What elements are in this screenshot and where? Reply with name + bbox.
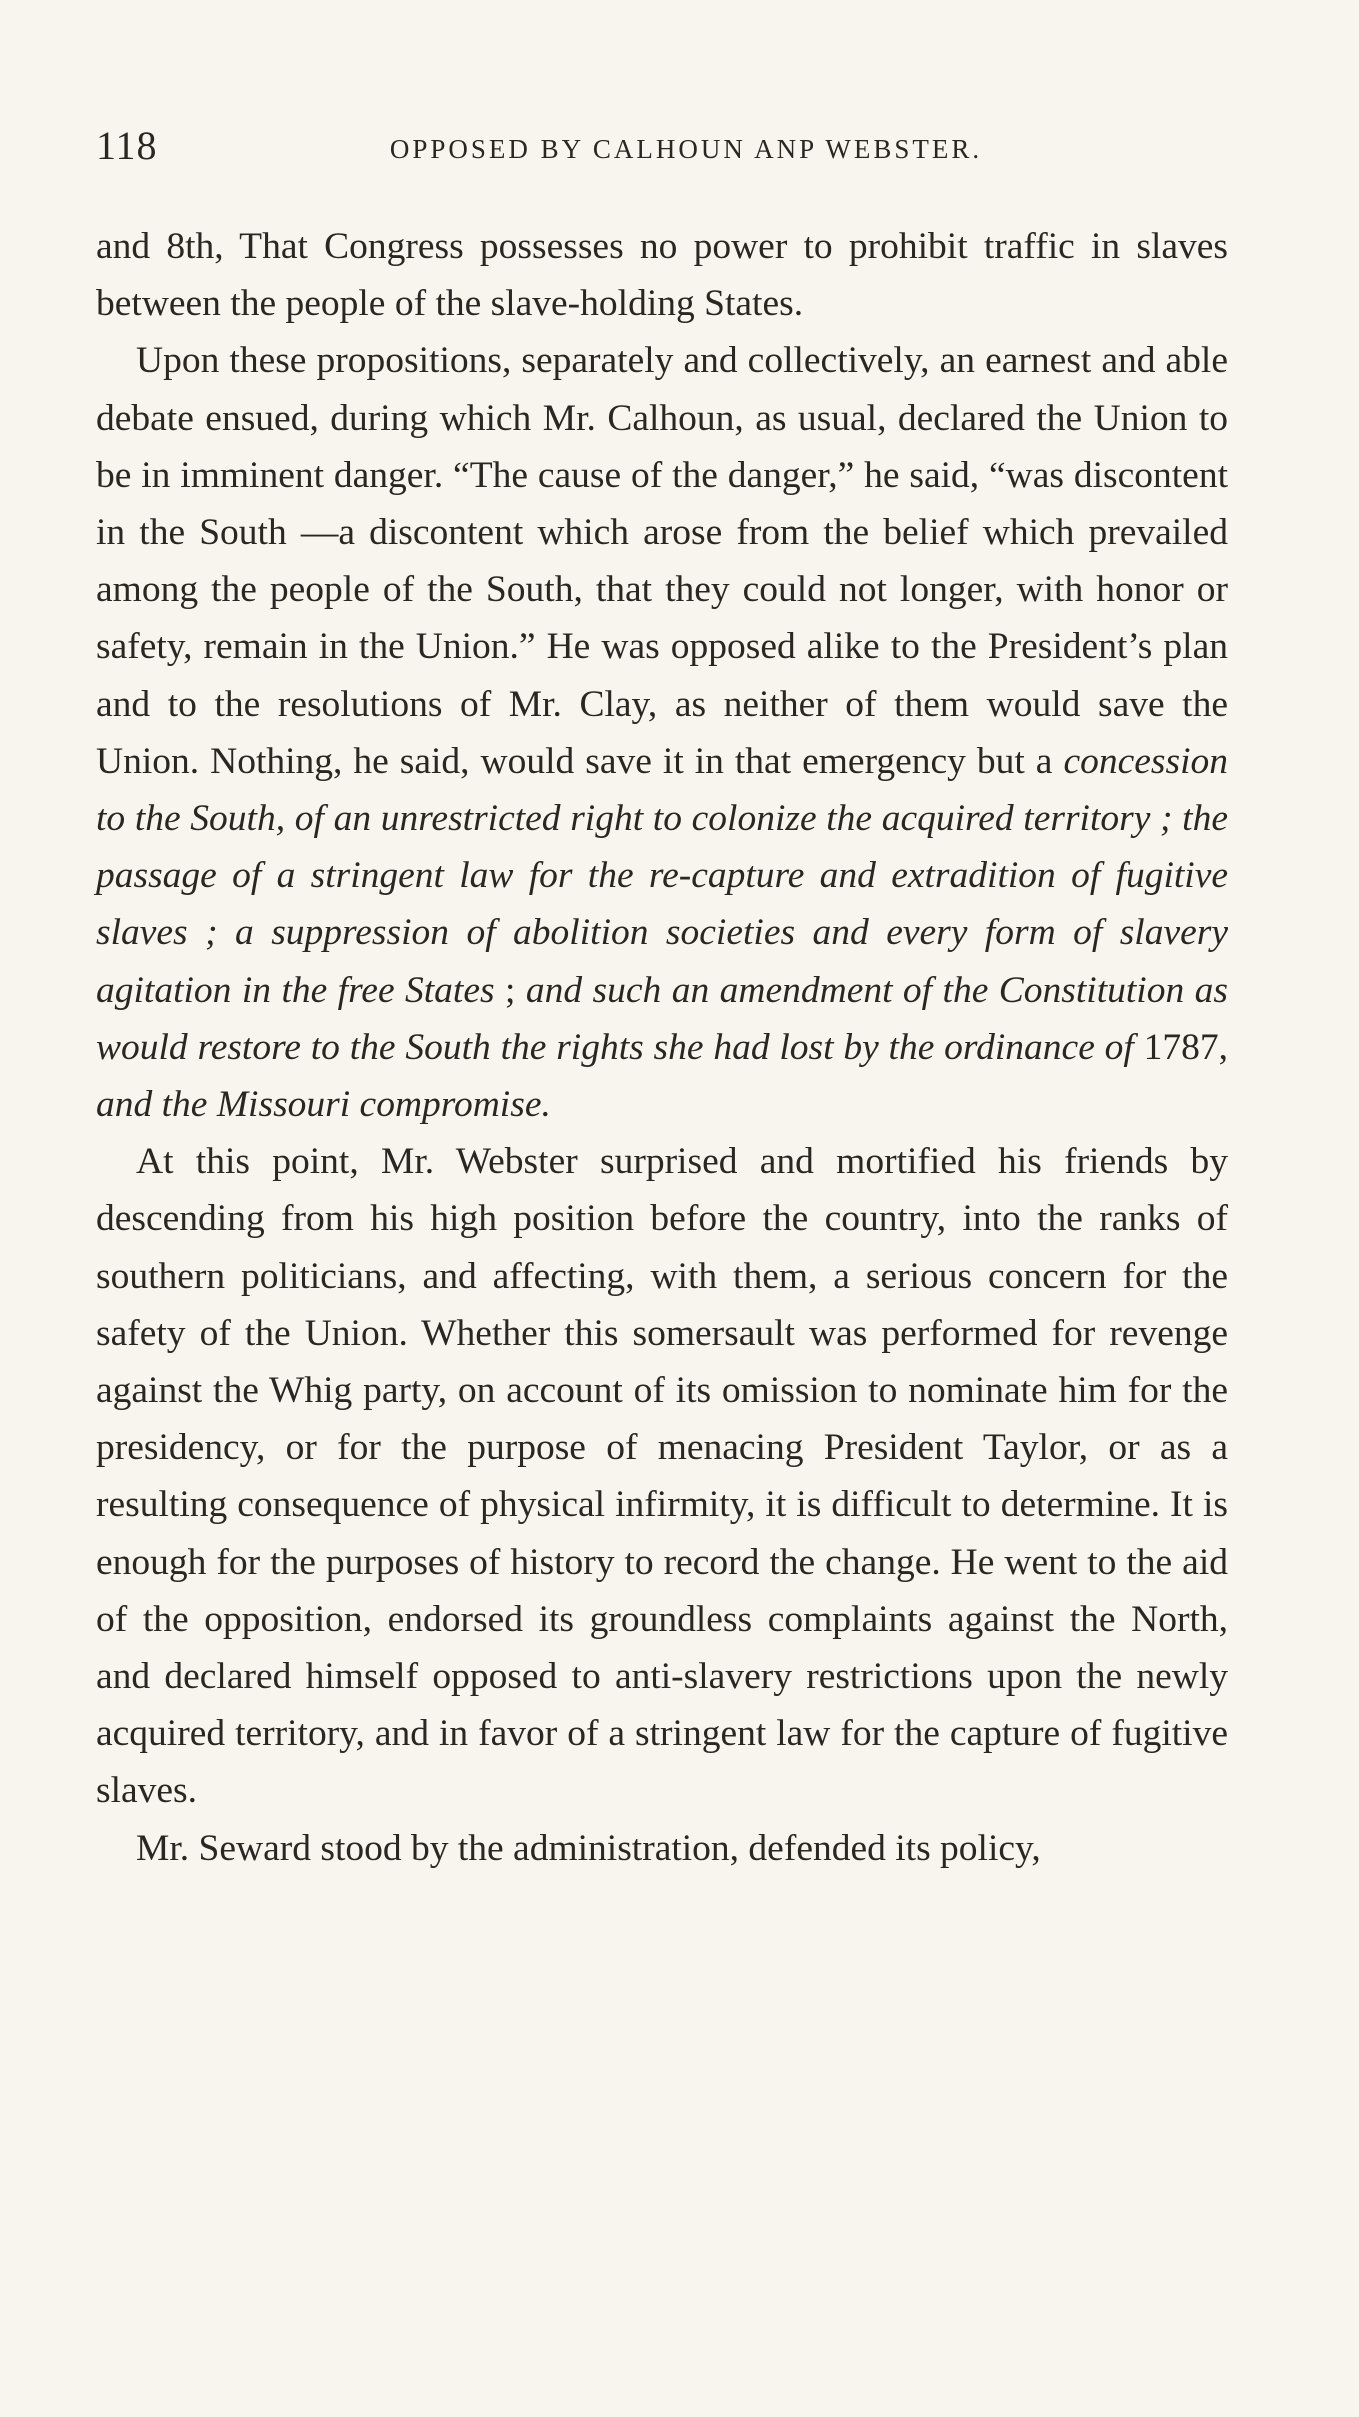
italic-segment: and such an amendment of the Constitution as would restore to the South the rights she had lost by the ordinance of [96,969,1228,1068]
paragraph [96,218,1228,332]
italic-segment: and the Missouri compromise. [96,1084,551,1126]
body-text [96,218,1228,1877]
text-segment: 1787, [1133,1026,1229,1068]
text-segment: Upon these propositions, separately and collectively, an earnest and able debate ensued, during which Mr. Calhoun, as usual, declared the Union to be in imminent danger. “The cause of the danger,” he said, “was discontent in the South —a discontent which arose from the belief which prevailed among the people of the South, that they could not longer, with honor or safety, remain in the Union.” He was opposed alike to the President’s plan and to the resolutions of Mr. Clay, as neither of them would save the Union. Nothing, he said, would save it in that emergency but a [96,340,1228,782]
paragraph [96,1133,1228,1819]
text-segment: and 8th, That Congress possesses no power to prohibit traffic in slaves between the people of the slave-holding States. [96,226,1228,325]
paragraph [96,332,1228,1133]
page-header [96,122,1276,182]
running-title: OPPOSED BY CALHOUN ANP WEBSTER. [389,134,983,164]
text-segment: ; [494,969,526,1011]
text-segment: At this point, Mr. Webster surprised and mortified his friends by descending from his high position before the country, into the ranks of southern politicians, and affecting, with them, a serious concern for the safety of the Union. Whether this somersault was performed for revenge against the Whig party, on account of its omission to nominate him for the presidency, or for the purpose of menacing President Taylor, or as a resulting consequence of physical infirmity, it is difficult to determine. It is enough for the purposes of history to record the change. He went to the aid of the opposition, endorsed its groundless complaints against the North, and declared himself opposed to anti-slavery restrictions upon the newly acquired territory, and in favor of a stringent law for the capture of fugitive slaves. [96,1141,1228,1812]
page-number: 118 [96,123,158,168]
paragraph [96,1820,1228,1877]
text-segment: Mr. Seward stood by the administration, defended its policy, [136,1827,1041,1869]
italic-segment: concession to the South, of an unrestricted right to colonize the acquired territory ; the passage of a stringent law for the re-capture and extradition of fugitive slaves ; a suppression of abolition societies and every form of slavery agitation in the free States [96,740,1228,1011]
